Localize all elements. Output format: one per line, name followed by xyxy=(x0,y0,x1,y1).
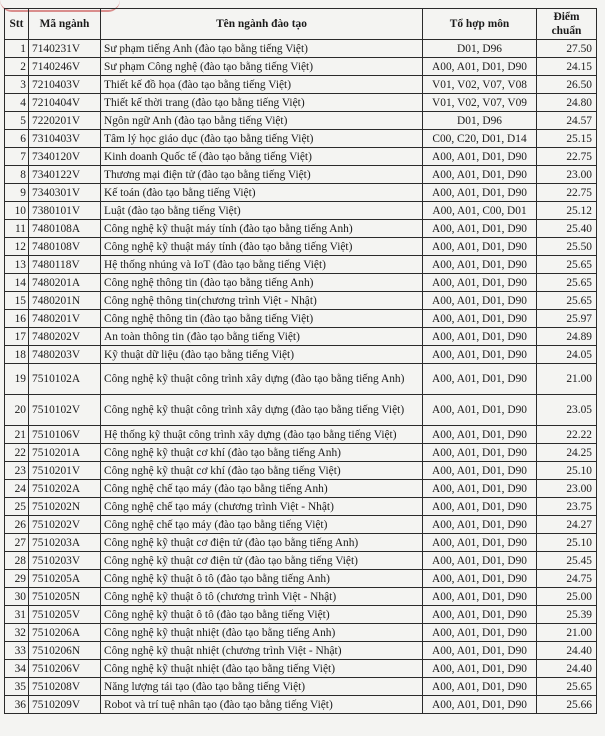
row-stt: 11 xyxy=(5,220,29,238)
row-stt: 5 xyxy=(5,112,29,130)
row-stt: 10 xyxy=(5,202,29,220)
row-cutoff-score: 25.97 xyxy=(537,310,597,328)
row-cutoff-score: 25.65 xyxy=(537,678,597,696)
row-cutoff-score: 24.27 xyxy=(537,516,597,534)
row-major-code: 7340120V xyxy=(29,148,101,166)
row-subject-combination: A00, A01, D01, D90 xyxy=(423,588,537,606)
row-cutoff-score: 24.05 xyxy=(537,346,597,364)
row-subject-combination: A00, A01, D01, D90 xyxy=(423,310,537,328)
row-major-name: Công nghệ chế tạo máy (đào tạo bằng tiếng Việt) xyxy=(101,516,423,534)
table-row xyxy=(5,570,597,588)
row-major-code: 7510202A xyxy=(29,480,101,498)
row-subject-combination: A00, A01, D01, D90 xyxy=(423,696,537,714)
row-subject-combination: A00, A01, D01, D90 xyxy=(423,364,537,395)
table-row xyxy=(5,444,597,462)
row-cutoff-score: 25.12 xyxy=(537,202,597,220)
table-row xyxy=(5,292,597,310)
row-subject-combination: A00, A01, D01, D90 xyxy=(423,220,537,238)
row-major-name: Công nghệ kỹ thuật cơ điện tử (đào tạo bằng tiếng Việt) xyxy=(101,552,423,570)
row-stt: 15 xyxy=(5,292,29,310)
row-major-name: Công nghệ chế tạo máy (đào tạo bằng tiếng Anh) xyxy=(101,480,423,498)
table-row xyxy=(5,480,597,498)
row-subject-combination: A00, A01, D01, D90 xyxy=(423,166,537,184)
row-major-name: Công nghệ thông tin (đào tạo bằng tiếng Anh) xyxy=(101,274,423,292)
row-major-name: Hệ thống kỹ thuật công trình xây dựng (đào tạo bằng tiếng Việt) xyxy=(101,426,423,444)
row-major-code: 7220201V xyxy=(29,112,101,130)
row-major-name: Công nghệ kỹ thuật nhiệt (đào tạo bằng tiếng Anh) xyxy=(101,624,423,642)
row-subject-combination: A00, A01, D01, D90 xyxy=(423,184,537,202)
row-major-name: Công nghệ kỹ thuật máy tính (đào tạo bằng tiếng Anh) xyxy=(101,220,423,238)
row-subject-combination: C00, C20, D01, D14 xyxy=(423,130,537,148)
table-body xyxy=(5,40,597,714)
table-row xyxy=(5,148,597,166)
row-subject-combination: A00, A01, D01, D90 xyxy=(423,444,537,462)
row-major-code: 7480108A xyxy=(29,220,101,238)
row-major-name: Kinh doanh Quốc tế (đào tạo bằng tiếng Việt) xyxy=(101,148,423,166)
row-major-name: Công nghệ kỹ thuật máy tính (đào tạo bằng tiếng Việt) xyxy=(101,238,423,256)
row-stt: 30 xyxy=(5,588,29,606)
row-subject-combination: A00, A01, D01, D90 xyxy=(423,516,537,534)
row-subject-combination: A00, A01, D01, D90 xyxy=(423,274,537,292)
row-cutoff-score: 23.00 xyxy=(537,480,597,498)
row-stt: 29 xyxy=(5,570,29,588)
row-subject-combination: A00, A01, D01, D90 xyxy=(423,552,537,570)
row-stt: 1 xyxy=(5,40,29,58)
row-major-name: Công nghệ kỹ thuật công trình xây dựng (đào tạo bằng tiếng Anh) xyxy=(101,364,423,395)
table-row xyxy=(5,588,597,606)
row-major-code: 7310403V xyxy=(29,130,101,148)
table-row xyxy=(5,112,597,130)
row-major-code: 7340301V xyxy=(29,184,101,202)
row-stt: 22 xyxy=(5,444,29,462)
row-cutoff-score: 25.10 xyxy=(537,534,597,552)
row-major-name: Luật (đào tạo bằng tiếng Việt) xyxy=(101,202,423,220)
row-major-name: Công nghệ kỹ thuật cơ điện tử (đào tạo bằng tiếng Anh) xyxy=(101,534,423,552)
row-subject-combination: V01, V02, V07, V09 xyxy=(423,94,537,112)
row-major-name: Công nghệ kỹ thuật cơ khí (đào tạo bằng tiếng Anh) xyxy=(101,444,423,462)
row-major-code: 7140231V xyxy=(29,40,101,58)
row-cutoff-score: 25.45 xyxy=(537,552,597,570)
table-row xyxy=(5,516,597,534)
row-subject-combination: D01, D96 xyxy=(423,112,537,130)
row-stt: 26 xyxy=(5,516,29,534)
row-stt: 33 xyxy=(5,642,29,660)
row-stt: 21 xyxy=(5,426,29,444)
row-major-name: Tâm lý học giáo dục (đào tạo bằng tiếng Việt) xyxy=(101,130,423,148)
row-cutoff-score: 23.05 xyxy=(537,395,597,426)
row-stt: 2 xyxy=(5,58,29,76)
table-row xyxy=(5,498,597,516)
table-row xyxy=(5,76,597,94)
row-major-name: Năng lượng tái tạo (đào tạo bằng tiếng Việt) xyxy=(101,678,423,696)
row-stt: 19 xyxy=(5,364,29,395)
row-cutoff-score: 24.89 xyxy=(537,328,597,346)
table-row xyxy=(5,130,597,148)
header-combo: Tổ hợp môn xyxy=(423,9,537,40)
table-row xyxy=(5,624,597,642)
row-major-name: Công nghệ thông tin (đào tạo bằng tiếng Việt) xyxy=(101,310,423,328)
row-cutoff-score: 25.39 xyxy=(537,606,597,624)
row-stt: 35 xyxy=(5,678,29,696)
row-major-code: 7510209V xyxy=(29,696,101,714)
table-row xyxy=(5,238,597,256)
row-major-code: 7510106V xyxy=(29,426,101,444)
row-major-code: 7480202V xyxy=(29,328,101,346)
header-code: Mã ngành xyxy=(29,9,101,40)
row-major-code: 7480201A xyxy=(29,274,101,292)
row-cutoff-score: 24.25 xyxy=(537,444,597,462)
row-stt: 25 xyxy=(5,498,29,516)
row-major-name: Thiết kế đồ họa (đào tạo bằng tiếng Việt) xyxy=(101,76,423,94)
row-subject-combination: A00, A01, D01, D90 xyxy=(423,462,537,480)
row-subject-combination: A00, A01, D01, D90 xyxy=(423,570,537,588)
table-row xyxy=(5,310,597,328)
row-subject-combination: A00, A01, D01, D90 xyxy=(423,58,537,76)
row-major-name: Hệ thống nhúng và IoT (đào tạo bằng tiếng Việt) xyxy=(101,256,423,274)
table-row xyxy=(5,678,597,696)
row-cutoff-score: 25.00 xyxy=(537,588,597,606)
row-subject-combination: A00, A01, D01, D90 xyxy=(423,606,537,624)
row-subject-combination: A00, A01, D01, D90 xyxy=(423,346,537,364)
row-major-code: 7340122V xyxy=(29,166,101,184)
table-row xyxy=(5,395,597,426)
row-stt: 7 xyxy=(5,148,29,166)
table-row xyxy=(5,552,597,570)
row-major-code: 7210404V xyxy=(29,94,101,112)
table-row xyxy=(5,534,597,552)
row-subject-combination: V01, V02, V07, V08 xyxy=(423,76,537,94)
row-subject-combination: A00, A01, D01, D90 xyxy=(423,426,537,444)
row-stt: 13 xyxy=(5,256,29,274)
row-cutoff-score: 27.50 xyxy=(537,40,597,58)
header-row xyxy=(5,9,597,40)
row-major-code: 7510201V xyxy=(29,462,101,480)
row-subject-combination: A00, A01, D01, D90 xyxy=(423,238,537,256)
row-major-code: 7510205N xyxy=(29,588,101,606)
table-header xyxy=(5,9,597,40)
table-row xyxy=(5,328,597,346)
row-major-name: Công nghệ thông tin(chương trình Việt - Nhật) xyxy=(101,292,423,310)
row-stt: 6 xyxy=(5,130,29,148)
row-stt: 14 xyxy=(5,274,29,292)
row-stt: 18 xyxy=(5,346,29,364)
row-major-name: Công nghệ kỹ thuật nhiệt (đào tạo bằng tiếng Việt) xyxy=(101,660,423,678)
row-subject-combination: A00, A01, D01, D90 xyxy=(423,498,537,516)
row-major-code: 7510202N xyxy=(29,498,101,516)
row-stt: 23 xyxy=(5,462,29,480)
table-row xyxy=(5,58,597,76)
row-major-code: 7480201V xyxy=(29,310,101,328)
row-cutoff-score: 24.57 xyxy=(537,112,597,130)
row-major-code: 7510102V xyxy=(29,395,101,426)
row-major-code: 7380101V xyxy=(29,202,101,220)
row-major-name: Ngôn ngữ Anh (đào tạo bằng tiếng Việt) xyxy=(101,112,423,130)
row-cutoff-score: 25.65 xyxy=(537,292,597,310)
row-major-code: 7510206N xyxy=(29,642,101,660)
row-major-code: 7510202V xyxy=(29,516,101,534)
row-major-name: Công nghệ kỹ thuật cơ khí (đào tạo bằng tiếng Việt) xyxy=(101,462,423,480)
table-row xyxy=(5,40,597,58)
row-subject-combination: A00, A01, D01, D90 xyxy=(423,292,537,310)
row-cutoff-score: 25.65 xyxy=(537,274,597,292)
row-major-code: 7510203A xyxy=(29,534,101,552)
row-stt: 8 xyxy=(5,166,29,184)
row-major-code: 7480118V xyxy=(29,256,101,274)
row-cutoff-score: 25.50 xyxy=(537,238,597,256)
row-stt: 3 xyxy=(5,76,29,94)
table-row xyxy=(5,220,597,238)
table-row xyxy=(5,166,597,184)
row-major-name: Công nghệ kỹ thuật ô tô (chương trình Việt - Nhật) xyxy=(101,588,423,606)
row-stt: 28 xyxy=(5,552,29,570)
row-major-code: 7510205V xyxy=(29,606,101,624)
row-cutoff-score: 25.40 xyxy=(537,220,597,238)
row-cutoff-score: 24.40 xyxy=(537,642,597,660)
row-major-code: 7480201N xyxy=(29,292,101,310)
row-cutoff-score: 25.15 xyxy=(537,130,597,148)
row-cutoff-score: 24.15 xyxy=(537,58,597,76)
row-cutoff-score: 24.75 xyxy=(537,570,597,588)
row-subject-combination: A00, A01, D01, D90 xyxy=(423,480,537,498)
row-major-code: 7480108V xyxy=(29,238,101,256)
row-major-code: 7510201A xyxy=(29,444,101,462)
row-subject-combination: A00, A01, D01, D90 xyxy=(423,328,537,346)
row-cutoff-score: 22.22 xyxy=(537,426,597,444)
row-subject-combination: A00, A01, C00, D01 xyxy=(423,202,537,220)
table-row xyxy=(5,346,597,364)
row-major-name: Công nghệ chế tạo máy (chương trình Việt - Nhật) xyxy=(101,498,423,516)
row-cutoff-score: 25.65 xyxy=(537,256,597,274)
table-row xyxy=(5,462,597,480)
table-row xyxy=(5,184,597,202)
header-stt: Stt xyxy=(5,9,29,40)
row-cutoff-score: 22.75 xyxy=(537,184,597,202)
row-major-name: Công nghệ kỹ thuật ô tô (đào tạo bằng tiếng Anh) xyxy=(101,570,423,588)
row-stt: 4 xyxy=(5,94,29,112)
row-major-code: 7140246V xyxy=(29,58,101,76)
row-subject-combination: A00, A01, D01, D90 xyxy=(423,624,537,642)
row-major-code: 7510203V xyxy=(29,552,101,570)
row-major-name: Kỹ thuật dữ liệu (đào tạo bằng tiếng Việt) xyxy=(101,346,423,364)
row-major-name: Thương mại điện tử (đào tạo bằng tiếng Việt) xyxy=(101,166,423,184)
row-stt: 31 xyxy=(5,606,29,624)
row-cutoff-score: 23.00 xyxy=(537,166,597,184)
row-cutoff-score: 22.75 xyxy=(537,148,597,166)
row-cutoff-score: 25.66 xyxy=(537,696,597,714)
row-major-code: 7510208V xyxy=(29,678,101,696)
table-row xyxy=(5,202,597,220)
row-subject-combination: D01, D96 xyxy=(423,40,537,58)
row-subject-combination: A00, A01, D01, D90 xyxy=(423,395,537,426)
table-row xyxy=(5,660,597,678)
row-major-name: Sư phạm Công nghệ (đào tạo bằng tiếng Việt) xyxy=(101,58,423,76)
row-major-name: An toàn thông tin (đào tạo bằng tiếng Việt) xyxy=(101,328,423,346)
row-major-name: Robot và trí tuệ nhân tạo (đào tạo bằng tiếng Việt) xyxy=(101,696,423,714)
row-stt: 16 xyxy=(5,310,29,328)
row-major-name: Công nghệ kỹ thuật ô tô (đào tạo bằng tiếng Việt) xyxy=(101,606,423,624)
row-major-code: 7510206V xyxy=(29,660,101,678)
row-subject-combination: A00, A01, D01, D90 xyxy=(423,642,537,660)
row-major-code: 7510206A xyxy=(29,624,101,642)
row-cutoff-score: 24.40 xyxy=(537,660,597,678)
table-row xyxy=(5,696,597,714)
row-subject-combination: A00, A01, D01, D90 xyxy=(423,148,537,166)
row-major-name: Sư phạm tiếng Anh (đào tạo bằng tiếng Việt) xyxy=(101,40,423,58)
table-row xyxy=(5,426,597,444)
row-major-code: 7510102A xyxy=(29,364,101,395)
row-subject-combination: A00, A01, D01, D90 xyxy=(423,256,537,274)
row-major-code: 7480203V xyxy=(29,346,101,364)
row-subject-combination: A00, A01, D01, D90 xyxy=(423,678,537,696)
row-major-name: Kế toán (đào tạo bằng tiếng Việt) xyxy=(101,184,423,202)
header-score: Điểm chuẩn xyxy=(537,9,597,40)
table-row xyxy=(5,642,597,660)
row-stt: 17 xyxy=(5,328,29,346)
table-row xyxy=(5,364,597,395)
row-stt: 12 xyxy=(5,238,29,256)
row-stt: 24 xyxy=(5,480,29,498)
row-cutoff-score: 21.00 xyxy=(537,364,597,395)
row-major-code: 7510205A xyxy=(29,570,101,588)
row-stt: 20 xyxy=(5,395,29,426)
row-subject-combination: A00, A01, D01, D90 xyxy=(423,660,537,678)
row-major-name: Công nghệ kỹ thuật công trình xây dựng (đào tạo bằng tiếng Việt) xyxy=(101,395,423,426)
table-row xyxy=(5,274,597,292)
row-stt: 32 xyxy=(5,624,29,642)
row-cutoff-score: 24.80 xyxy=(537,94,597,112)
row-major-name: Thiết kế thời trang (đào tạo bằng tiếng Việt) xyxy=(101,94,423,112)
row-cutoff-score: 26.50 xyxy=(537,76,597,94)
row-subject-combination: A00, A01, D01, D90 xyxy=(423,534,537,552)
table-row xyxy=(5,256,597,274)
table-row xyxy=(5,606,597,624)
row-stt: 36 xyxy=(5,696,29,714)
row-cutoff-score: 23.75 xyxy=(537,498,597,516)
table-row xyxy=(5,94,597,112)
row-major-code: 7210403V xyxy=(29,76,101,94)
header-name: Tên ngành đào tạo xyxy=(101,9,423,40)
row-cutoff-score: 21.00 xyxy=(537,624,597,642)
row-cutoff-score: 25.10 xyxy=(537,462,597,480)
row-stt: 27 xyxy=(5,534,29,552)
row-stt: 9 xyxy=(5,184,29,202)
admission-scores-table xyxy=(4,8,597,714)
row-stt: 34 xyxy=(5,660,29,678)
row-major-name: Công nghệ kỹ thuật nhiệt (chương trình Việt - Nhật) xyxy=(101,642,423,660)
